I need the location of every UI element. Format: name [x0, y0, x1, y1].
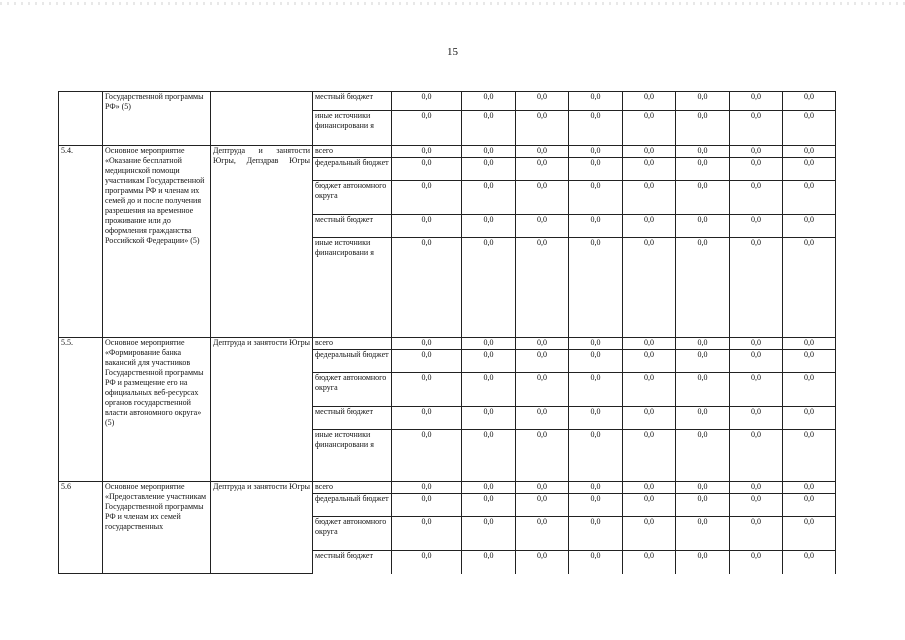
value-cell: 0,0	[462, 494, 516, 517]
value-cell: 0,0	[392, 482, 462, 494]
value-cell: 0,0	[783, 373, 836, 407]
value-cell: 0,0	[730, 181, 783, 215]
value-cell: 0,0	[730, 494, 783, 517]
value-cell: 0,0	[569, 494, 623, 517]
value-cell: 0,0	[730, 373, 783, 407]
value-cell: 0,0	[783, 111, 836, 146]
value-cell: 0,0	[623, 92, 676, 111]
value-cell: 0,0	[392, 146, 462, 158]
value-cell: 0,0	[783, 158, 836, 181]
value-cell: 0,0	[730, 517, 783, 551]
value-cell: 0,0	[569, 430, 623, 482]
value-cell: 0,0	[392, 215, 462, 238]
value-cell: 0,0	[392, 92, 462, 111]
value-cell: 0,0	[676, 215, 730, 238]
value-cell: 0,0	[516, 350, 569, 373]
value-cell: 0,0	[462, 373, 516, 407]
value-cell: 0,0	[783, 181, 836, 215]
value-cell: 0,0	[569, 111, 623, 146]
value-cell: 0,0	[392, 551, 462, 574]
funding-source-cell: бюджет автономного округа	[313, 373, 392, 407]
value-cell: 0,0	[569, 517, 623, 551]
value-cell: 0,0	[730, 551, 783, 574]
funding-source-cell: местный бюджет	[313, 551, 392, 574]
value-cell: 0,0	[392, 430, 462, 482]
value-cell: 0,0	[623, 430, 676, 482]
value-cell: 0,0	[783, 238, 836, 338]
value-cell: 0,0	[569, 215, 623, 238]
value-cell: 0,0	[516, 407, 569, 430]
value-cell: 0,0	[623, 181, 676, 215]
row-number-cell	[59, 92, 103, 146]
value-cell: 0,0	[676, 430, 730, 482]
funding-source-cell: иные источники финансировани я	[313, 430, 392, 482]
value-cell: 0,0	[676, 551, 730, 574]
value-cell: 0,0	[516, 158, 569, 181]
scan-edge-artifact	[0, 2, 905, 5]
funding-source-cell: федеральный бюджет	[313, 494, 392, 517]
value-cell: 0,0	[516, 430, 569, 482]
value-cell: 0,0	[569, 92, 623, 111]
value-cell: 0,0	[623, 338, 676, 350]
value-cell: 0,0	[783, 350, 836, 373]
value-cell: 0,0	[730, 482, 783, 494]
value-cell: 0,0	[676, 407, 730, 430]
funding-source-cell: местный бюджет	[313, 215, 392, 238]
value-cell: 0,0	[569, 181, 623, 215]
value-cell: 0,0	[783, 551, 836, 574]
value-cell: 0,0	[462, 111, 516, 146]
value-cell: 0,0	[516, 338, 569, 350]
value-cell: 0,0	[516, 111, 569, 146]
measure-name-cell: Основное мероприятие «Формирование банка вакансий для участников Государственной программы РФ и размещение его на официальных веб-ресурсах органов государственной власти автономного округа» (5)	[103, 338, 211, 482]
table-row	[59, 338, 836, 350]
value-cell: 0,0	[516, 482, 569, 494]
executor-cell	[211, 92, 313, 146]
value-cell: 0,0	[516, 215, 569, 238]
funding-source-cell: бюджет автономного округа	[313, 181, 392, 215]
value-cell: 0,0	[569, 338, 623, 350]
value-cell: 0,0	[462, 158, 516, 181]
value-cell: 0,0	[462, 430, 516, 482]
value-cell: 0,0	[516, 92, 569, 111]
value-cell: 0,0	[392, 181, 462, 215]
value-cell: 0,0	[516, 238, 569, 338]
value-cell: 0,0	[569, 350, 623, 373]
value-cell: 0,0	[730, 158, 783, 181]
value-cell: 0,0	[462, 92, 516, 111]
value-cell: 0,0	[392, 238, 462, 338]
budget-table	[58, 91, 836, 574]
funding-source-cell: всего	[313, 482, 392, 494]
value-cell: 0,0	[569, 238, 623, 338]
value-cell: 0,0	[392, 407, 462, 430]
value-cell: 0,0	[516, 551, 569, 574]
value-cell: 0,0	[516, 181, 569, 215]
measure-name-cell: Основное мероприятие «Предоставление участникам Государственной программы РФ и членам их семей государственных	[103, 482, 211, 574]
value-cell: 0,0	[676, 158, 730, 181]
funding-source-cell: местный бюджет	[313, 92, 392, 111]
value-cell: 0,0	[730, 338, 783, 350]
value-cell: 0,0	[462, 146, 516, 158]
value-cell: 0,0	[730, 407, 783, 430]
value-cell: 0,0	[676, 517, 730, 551]
table-row	[59, 92, 836, 111]
value-cell: 0,0	[462, 551, 516, 574]
funding-source-cell: иные источники финансировани я	[313, 238, 392, 338]
row-number-cell: 5.4.	[59, 146, 103, 338]
value-cell: 0,0	[676, 373, 730, 407]
value-cell: 0,0	[676, 350, 730, 373]
value-cell: 0,0	[392, 517, 462, 551]
funding-source-cell: местный бюджет	[313, 407, 392, 430]
value-cell: 0,0	[783, 517, 836, 551]
value-cell: 0,0	[462, 407, 516, 430]
value-cell: 0,0	[516, 146, 569, 158]
value-cell: 0,0	[569, 551, 623, 574]
value-cell: 0,0	[462, 482, 516, 494]
executor-cell: Дептруда и занятости Югры	[211, 482, 313, 574]
table-row	[59, 146, 836, 158]
value-cell: 0,0	[676, 238, 730, 338]
value-cell: 0,0	[569, 146, 623, 158]
value-cell: 0,0	[462, 350, 516, 373]
value-cell: 0,0	[730, 111, 783, 146]
value-cell: 0,0	[676, 146, 730, 158]
value-cell: 0,0	[623, 158, 676, 181]
value-cell: 0,0	[462, 238, 516, 338]
value-cell: 0,0	[676, 181, 730, 215]
value-cell: 0,0	[569, 482, 623, 494]
value-cell: 0,0	[730, 92, 783, 111]
value-cell: 0,0	[783, 430, 836, 482]
value-cell: 0,0	[392, 158, 462, 181]
value-cell: 0,0	[623, 407, 676, 430]
value-cell: 0,0	[392, 494, 462, 517]
value-cell: 0,0	[783, 215, 836, 238]
executor-cell: Дептруда и занятости Югры	[211, 338, 313, 482]
measure-name-cell: Государственной программы РФ» (5)	[103, 92, 211, 146]
value-cell: 0,0	[730, 350, 783, 373]
executor-cell: Дептруда и занятости Югры, Депздрав Югры	[211, 146, 313, 338]
value-cell: 0,0	[516, 517, 569, 551]
value-cell: 0,0	[730, 146, 783, 158]
funding-source-cell: бюджет автономного округа	[313, 517, 392, 551]
value-cell: 0,0	[392, 338, 462, 350]
value-cell: 0,0	[392, 350, 462, 373]
funding-source-cell: иные источники финансировани я	[313, 111, 392, 146]
funding-source-cell: федеральный бюджет	[313, 350, 392, 373]
value-cell: 0,0	[623, 517, 676, 551]
value-cell: 0,0	[783, 407, 836, 430]
value-cell: 0,0	[516, 494, 569, 517]
value-cell: 0,0	[569, 158, 623, 181]
value-cell: 0,0	[462, 517, 516, 551]
row-number-cell: 5.5.	[59, 338, 103, 482]
value-cell: 0,0	[623, 350, 676, 373]
value-cell: 0,0	[462, 181, 516, 215]
value-cell: 0,0	[730, 238, 783, 338]
value-cell: 0,0	[783, 338, 836, 350]
value-cell: 0,0	[783, 146, 836, 158]
value-cell: 0,0	[783, 494, 836, 517]
value-cell: 0,0	[392, 111, 462, 146]
value-cell: 0,0	[569, 407, 623, 430]
value-cell: 0,0	[623, 551, 676, 574]
value-cell: 0,0	[676, 338, 730, 350]
value-cell: 0,0	[623, 238, 676, 338]
table-row	[59, 482, 836, 494]
row-number-cell: 5.6	[59, 482, 103, 574]
value-cell: 0,0	[676, 92, 730, 111]
value-cell: 0,0	[462, 338, 516, 350]
value-cell: 0,0	[623, 146, 676, 158]
page-number: 15	[447, 46, 458, 58]
value-cell: 0,0	[623, 494, 676, 517]
value-cell: 0,0	[623, 373, 676, 407]
value-cell: 0,0	[783, 482, 836, 494]
value-cell: 0,0	[676, 482, 730, 494]
funding-source-cell: всего	[313, 338, 392, 350]
funding-source-cell: федеральный бюджет	[313, 158, 392, 181]
value-cell: 0,0	[676, 111, 730, 146]
funding-source-cell: всего	[313, 146, 392, 158]
value-cell: 0,0	[623, 111, 676, 146]
value-cell: 0,0	[676, 494, 730, 517]
measure-name-cell: Основное мероприятие «Оказание бесплатной медицинской помощи участникам Государственной программы РФ и членам их семей до и после получения разрешения на временное проживание или до оформления гражданства Российской Федерации» (5)	[103, 146, 211, 338]
value-cell: 0,0	[730, 215, 783, 238]
value-cell: 0,0	[623, 482, 676, 494]
value-cell: 0,0	[392, 373, 462, 407]
value-cell: 0,0	[623, 215, 676, 238]
value-cell: 0,0	[516, 373, 569, 407]
value-cell: 0,0	[783, 92, 836, 111]
value-cell: 0,0	[730, 430, 783, 482]
value-cell: 0,0	[569, 373, 623, 407]
value-cell: 0,0	[462, 215, 516, 238]
